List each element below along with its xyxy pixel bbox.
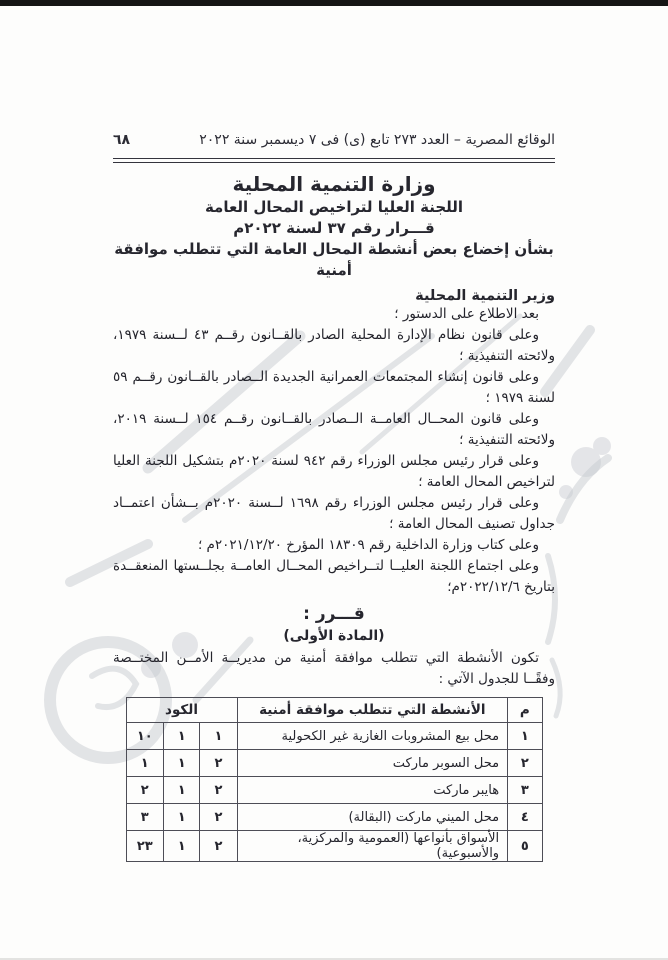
row-activity: الأسواق بأنواعها (العمومية والمركزية، والأسبوعية) bbox=[237, 831, 508, 862]
page-number: ٦٨ bbox=[113, 132, 131, 148]
decided-word: قـــرر : bbox=[303, 604, 365, 624]
table-row bbox=[126, 777, 542, 804]
row-serial: ٤ bbox=[508, 804, 542, 831]
table-row bbox=[126, 804, 542, 831]
article-one-text: تكون الأنشطة التي تتطلب موافقة أمنية من مديريــة الأمــن المختــصة وفقًــا للجدول الآتي : bbox=[113, 650, 555, 687]
row-activity: محل السوبر ماركت bbox=[237, 750, 508, 777]
preamble-clause: وعلى قانون نظام الإدارة المحلية الصادر بالقــانون رقــم ٤٣ لــسنة ١٩٧٩، ولائحته التنفيذية ؛ bbox=[113, 327, 555, 364]
gazette-masthead bbox=[113, 132, 555, 148]
table-header-row bbox=[126, 698, 542, 723]
row-serial: ٣ bbox=[508, 777, 542, 804]
document-body bbox=[113, 132, 555, 862]
row-serial: ٢ bbox=[508, 750, 542, 777]
table-row bbox=[126, 723, 542, 750]
row-code-digit: ٢ bbox=[200, 804, 237, 831]
preamble-clause: وعلى قرار رئيس مجلس الوزراء رقم ١٦٩٨ لــسنة ٢٠٢٠م بــشأن اعتمــاد جداول تصنيف المحال العامة ؛ bbox=[113, 495, 555, 532]
serial-column-header: م bbox=[508, 698, 542, 723]
row-code-digit: ١٠ bbox=[126, 723, 164, 750]
decision-heading bbox=[113, 602, 555, 646]
table-row bbox=[126, 750, 542, 777]
decree-number-title: قـــرار رقم ٣٧ لسنة ٢٠٢٢م bbox=[233, 219, 435, 237]
row-activity: محل بيع المشروبات الغازية غير الكحولية bbox=[237, 723, 508, 750]
preamble-clause: وعلى قانون المحــال العامــة الــصادر بالقــانون رقــم ١٥٤ لــسنة ٢٠١٩، ولائحته التنفيذية ؛ bbox=[113, 411, 555, 448]
ministry-title: وزارة التنمية المحلية bbox=[232, 172, 436, 196]
decree-titles bbox=[113, 171, 555, 281]
gazette-issue-title: الوقائع المصرية – العدد ٢٧٣ تابع (ى) فى ٧ ديسمبر سنة ٢٠٢٢ bbox=[199, 132, 555, 148]
issuer-line: وزير التنمية المحلية bbox=[415, 288, 555, 304]
row-code-digit: ١ bbox=[164, 723, 200, 750]
row-code-digit: ٢ bbox=[200, 750, 237, 777]
row-activity: هايبر ماركت bbox=[237, 777, 508, 804]
row-code-digit: ١ bbox=[164, 750, 200, 777]
row-code-digit: ١ bbox=[164, 804, 200, 831]
preamble bbox=[113, 304, 555, 598]
preamble-clause: بعد الاطلاع على الدستور ؛ bbox=[394, 306, 539, 322]
row-code-digit: ١ bbox=[126, 750, 164, 777]
row-code-digit: ٣ bbox=[126, 804, 164, 831]
preamble-clause: وعلى قرار رئيس مجلس الوزراء رقم ٩٤٢ لسنة ٢٠٢٠م بتشكيل اللجنة العليا لتراخيص المحال العامة ؛ bbox=[113, 453, 555, 490]
row-serial: ١ bbox=[508, 723, 542, 750]
code-column-header: الكود bbox=[126, 698, 237, 723]
decree-subject-title: بشأن إخضاع بعض أنشطة المحال العامة التي تتطلب موافقة أمنية bbox=[114, 240, 554, 279]
row-code-digit: ٢ bbox=[200, 777, 237, 804]
committee-title: اللجنة العليا لتراخيص المحال العامة bbox=[204, 198, 464, 216]
row-code-digit: ١ bbox=[164, 831, 200, 862]
article-one-title: (المادة الأولى) bbox=[283, 628, 385, 644]
row-code-digit: ٢ bbox=[126, 777, 164, 804]
table-row bbox=[126, 831, 542, 862]
activities-table bbox=[126, 697, 543, 862]
activity-column-header: الأنشطة التي تتطلب موافقة أمنية bbox=[237, 698, 508, 723]
scan-top-edge bbox=[0, 0, 668, 6]
preamble-clause: وعلى قانون إنشاء المجتمعات العمرانية الجديدة الــصادر بالقــانون رقــم ٥٩ لسنة ١٩٧٩ ؛ bbox=[113, 369, 555, 406]
row-code-digit: ٢ bbox=[200, 831, 237, 862]
row-code-digit: ١ bbox=[164, 777, 200, 804]
header-double-rule bbox=[113, 158, 555, 163]
row-activity: محل الميني ماركت (البقالة) bbox=[237, 804, 508, 831]
preamble-clause: وعلى كتاب وزارة الداخلية رقم ١٨٣٠٩ المؤرخ ٢٠٢١/١٢/٢٠م ؛ bbox=[197, 537, 539, 553]
row-serial: ٥ bbox=[508, 831, 542, 862]
preamble-clause: وعلى اجتماع اللجنة العليــا لتــراخيص المحــال العامــة بجلــستها المنعقــدة بتاريخ ٢٠٢٢/١٢/٦م؛ bbox=[113, 558, 555, 595]
row-code-digit: ٢٣ bbox=[126, 831, 164, 862]
row-code-digit: ١ bbox=[200, 723, 237, 750]
